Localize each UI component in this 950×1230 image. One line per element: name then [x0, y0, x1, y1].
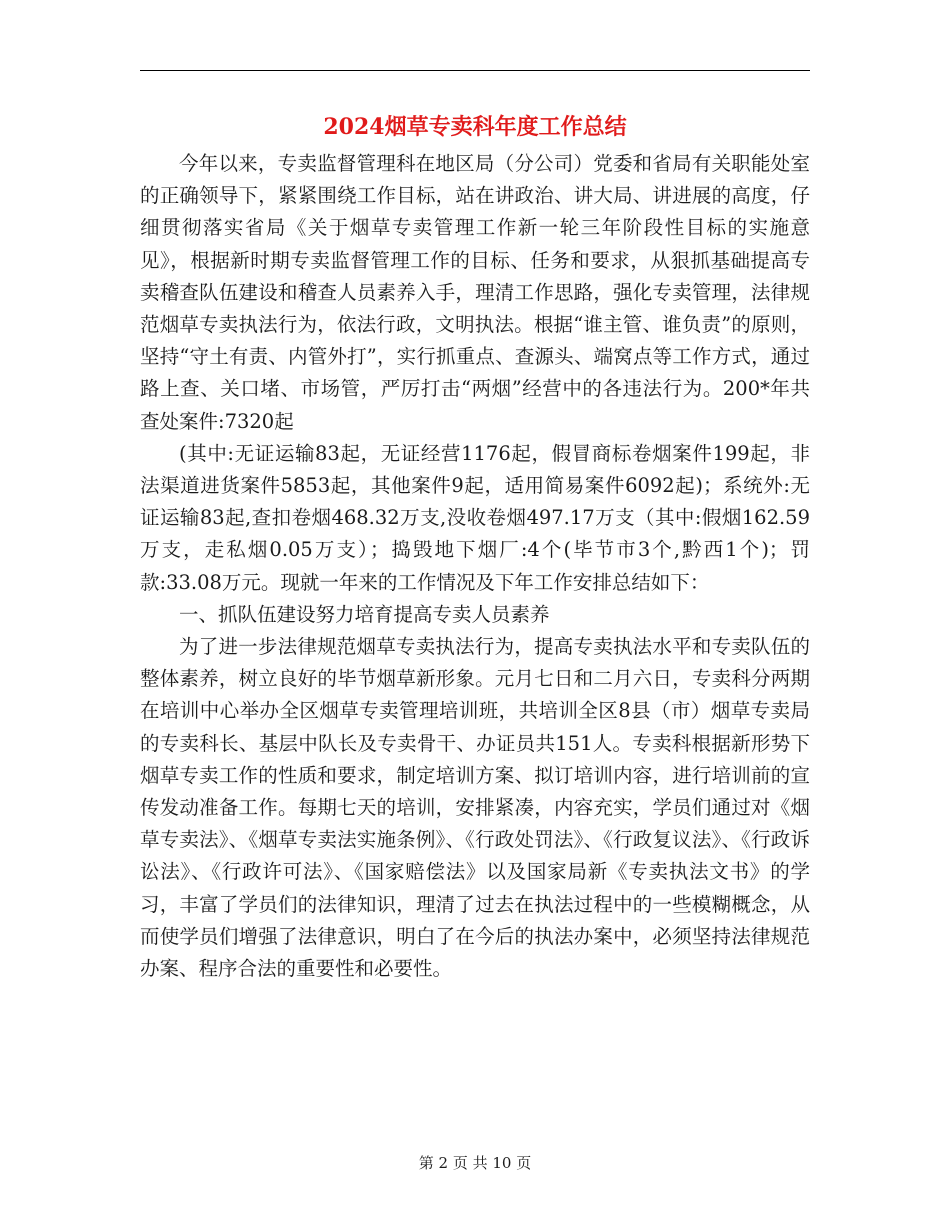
section-heading-1: 一、抓队伍建设努力培育提高专卖人员素养 [179, 602, 550, 626]
page-footer: 第 2 页 共 10 页 [418, 1154, 532, 1172]
paragraph-training: 为了进一步法律规范烟草专卖执法行为，提高专卖执法水平和专卖队伍的整体素养，树立良好的毕节烟草新形象。元月七日和二月六日，专卖科分两期在培训中心举办全区烟草专卖管理培训班，共培训全区8县（市）烟草专卖局的专卖科长、基层中队长及专卖骨干、办证员共151人。专卖科根据新形势下烟草专卖工作的性质和要求，制定培训方案、拟订培训内容，进行培训前的宣传发动准备工作。每期七天的培训，安排紧凑，内容充实，学员们通过对《烟草专卖法》、《烟草专卖法实施条例》、《行政处罚法》、《行政复议法》、《行政诉讼法》、《行政许可法》、《国家赔偿法》以及国家局新《专卖执法文书》的学习，丰富了学员们的法律知识，理清了过去在执法过程中的一些模糊概念，从而使学员们增强了法律意识，明白了在今后的执法办案中，必须坚持法律规范办案、程序合法的重要性和必要性。 [140, 635, 810, 981]
paragraph-case-details: (其中:无证运输83起，无证经营1176起，假冒商标卷烟案件199起，非法渠道进货案件5853起，其他案件9起，适用简易案件6092起)；系统外:无证运输83起,查扣卷烟468.32万支,没收卷烟497.17万支（其中:假烟162.59万支，走私烟0.05万支）；捣毁地下烟厂:4个(毕节市3个,黔西1个)；罚款:33.08万元。现就一年来的工作情况及下年工作安排总结如下： [140, 441, 810, 594]
document-body [140, 148, 810, 985]
document-title: 2024烟草专卖科年度工作总结 [323, 114, 627, 140]
header-rule [140, 70, 810, 71]
paragraph-intro: 今年以来，专卖监督管理科在地区局（分公司）党委和省局有关职能处室的正确领导下，紧紧围绕工作目标，站在讲政治、讲大局、讲进展的高度，仔细贯彻落实省局《关于烟草专卖管理工作新一轮三年阶段性目标的实施意见》，根据新时期专卖监督管理工作的目标、任务和要求，从狠抓基础提高专卖稽查队伍建设和稽查人员素养入手，理清工作思路，强化专卖管理，法律规范烟草专卖执法行为，依法行政，文明执法。根据“谁主管、谁负责”的原则，坚持“守土有责、内管外打”，实行抓重点、查源头、端窝点等工作方式，通过路上查、关口堵、市场管，严厉打击“两烟”经营中的各违法行为。200*年共查处案件:7320起 [140, 152, 810, 433]
